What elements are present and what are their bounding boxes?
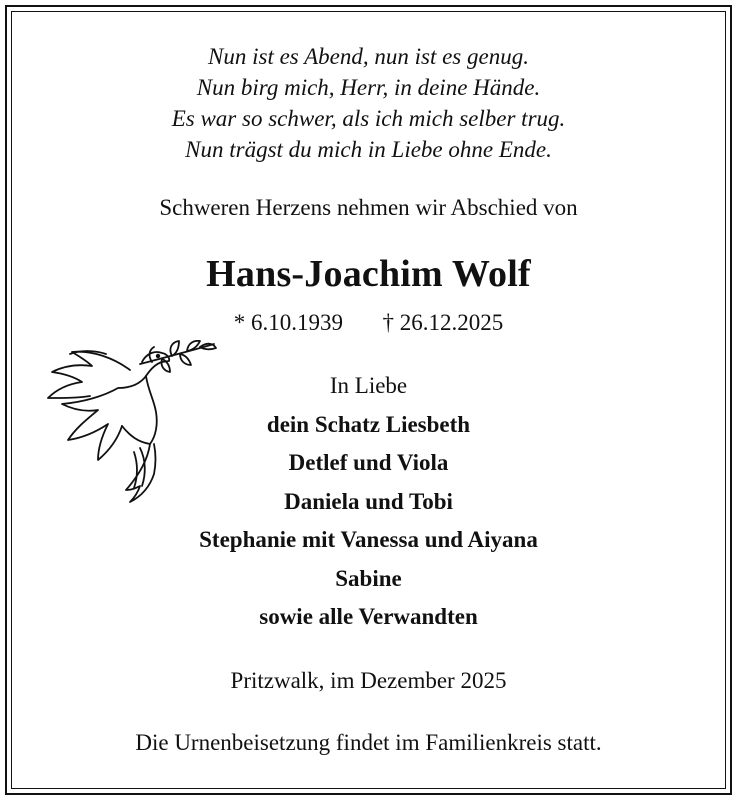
deceased-name: Hans-Joachim Wolf [206,253,531,295]
death-date: † 26.12.2025 [382,310,504,335]
birth-date: * 6.10.1939 [233,310,343,335]
mourner-name: dein Schatz Liesbeth [266,411,471,437]
mourner-name: Daniela und Tobi [284,488,453,514]
poem [0,41,737,165]
life-dates [0,310,737,336]
mourner-name: Sabine [335,565,402,591]
burial-note: Die Urnenbeisetzung findet im Familienkreis statt. [135,730,602,755]
poem-line: Nun birg mich, Herr, in deine Hände. [196,75,541,100]
mourners-intro: In Liebe [329,373,408,398]
place-and-date: Pritzwalk, im Dezember 2025 [230,668,507,693]
mourner-name: Detlef und Viola [288,450,449,475]
mourners-list [0,367,737,637]
mourner-name: Stephanie mit Vanessa und Aiyana [199,527,538,552]
poem-line: Nun ist es Abend, nun ist es genug. [208,44,529,69]
poem-line: Es war so schwer, als ich mich selber trug. [171,106,566,131]
poem-line: Nun trägst du mich in Liebe ohne Ende. [185,137,552,162]
mourner-name: sowie alle Verwandten [259,604,478,629]
farewell-intro: Schweren Herzens nehmen wir Abschied von [159,195,578,220]
